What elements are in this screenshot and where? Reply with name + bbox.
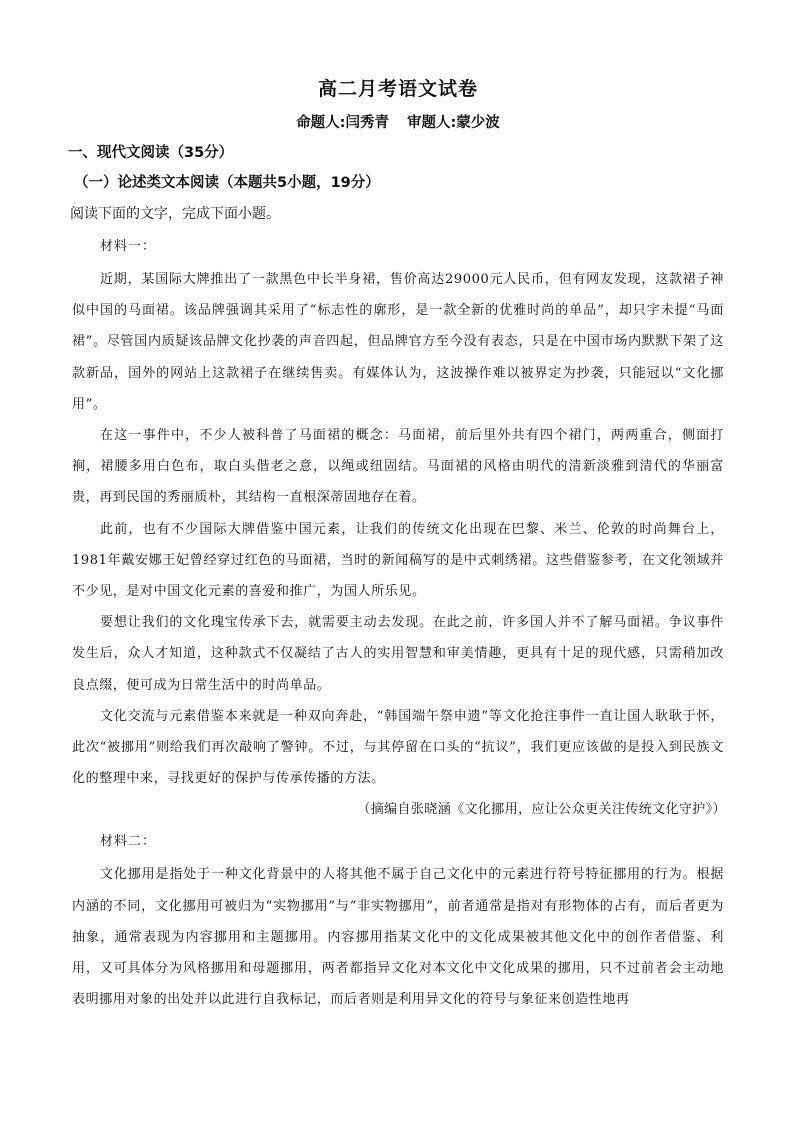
material-one-label: 材料一：	[100, 239, 157, 254]
material-one-paragraph: 近期，某国际大牌推出了一款黑色中长半身裙，售价高达29000元人民币，但有网友发现，这款裙子神似中国的马面裙。该品牌强调其采用了“标志性的廓形，是一款全新的优雅时尚的单品”，却只字未提“马面裙”。尽管国内质疑该品牌文化抄袭的声音四起，但品牌官方至今没有表态，只是在中国市场内默默下架了这款新品，国外的网站上这款裙子在继续售卖。有媒体认为，这波操作难以被界定为抄袭，只能冠以“文化挪用”。	[72, 272, 724, 412]
material-one-paragraph: 文化交流与元素借鉴本来就是一种双向奔赴，“韩国端午祭申遗”等文化抢注事件一直让国人耿耿于怀，此次“被挪用”则给我们再次敲响了警钟。不过，与其停留在口头的“抗议”，我们更应该做的是投入到民族文化的整理中来，寻找更好的保护与传承传播的方法。	[72, 708, 724, 787]
material-one-paragraph: 此前，也有不少国际大牌借鉴中国元素，让我们的传统文化出现在巴黎、米兰、伦敦的时尚舞台上，1981年戴安娜王妃曾经穿过红色的马面裙，当时的新闻稿写的是中式刺绣裙。这些借鉴参考，在文化领域并不少见，是对中国文化元素的喜爱和推广，为国人所乐见。	[72, 521, 724, 600]
material-one-source: （摘编自张晓涵《文化挪用，应让公众更关注传统文化守护》）	[357, 802, 726, 818]
reading-instruction: 阅读下面的文字，完成下面小题。	[70, 206, 280, 222]
sub-heading: （一）论述类文本阅读（本题共5小题，19分）	[74, 175, 380, 191]
authors-line	[72, 108, 724, 138]
material-one-paragraph: 在这一事件中，不少人被科普了马面裙的概念：马面裙，前后里外共有四个裙门，两两重合，侧面打裥，裙腰多用白色布，取白头偕老之意，以绳或纽固结。马面裙的风格由明代的清新淡雅到清代的华丽富贵，再到民国的秀丽质朴，其结构一直根深蒂固地存在着。	[72, 428, 724, 506]
material-two-paragraph: 文化挪用是指处于一种文化背景中的人将其他不属于自己文化中的元素进行符号特征挪用的行为。根据内涵的不同，文化挪用可被归为“实物挪用”与“非实物挪用”，前者通常是指对有形物体的占有，而后者更为抽象，通常表现为内容挪用和主题挪用。内容挪用指某文化中的文化成果被其他文化中的创作者借鉴、利用，又可具体分为风格挪用和母题挪用，两者都指异文化对本文化中文化成果的挪用，只不过前者会主动地表明挪用对象的出处并以此进行自我标记，而后者则是利用异文化的符号与象征来创造性地再	[72, 867, 724, 1008]
reviewer-label: 审题人:蒙少波	[407, 115, 500, 131]
material-two-label: 材料二：	[100, 834, 157, 850]
exam-title: 高二月考语文试卷	[317, 78, 478, 100]
section-heading: 一、现代文阅读（35分）	[68, 145, 234, 161]
setter-label: 命题人:闫秀青	[296, 115, 389, 131]
material-one-paragraph: 要想让我们的文化瑰宝传承下去，就需要主动去发现。在此之前，许多国人并不了解马面裙。争议事件发生后，众人才知道，这种款式不仅凝结了古人的实用智慧和审美情趣，更具有十足的现代感，只需稍加改良点缀，便可成为日常生活中的时尚单品。	[72, 615, 724, 693]
